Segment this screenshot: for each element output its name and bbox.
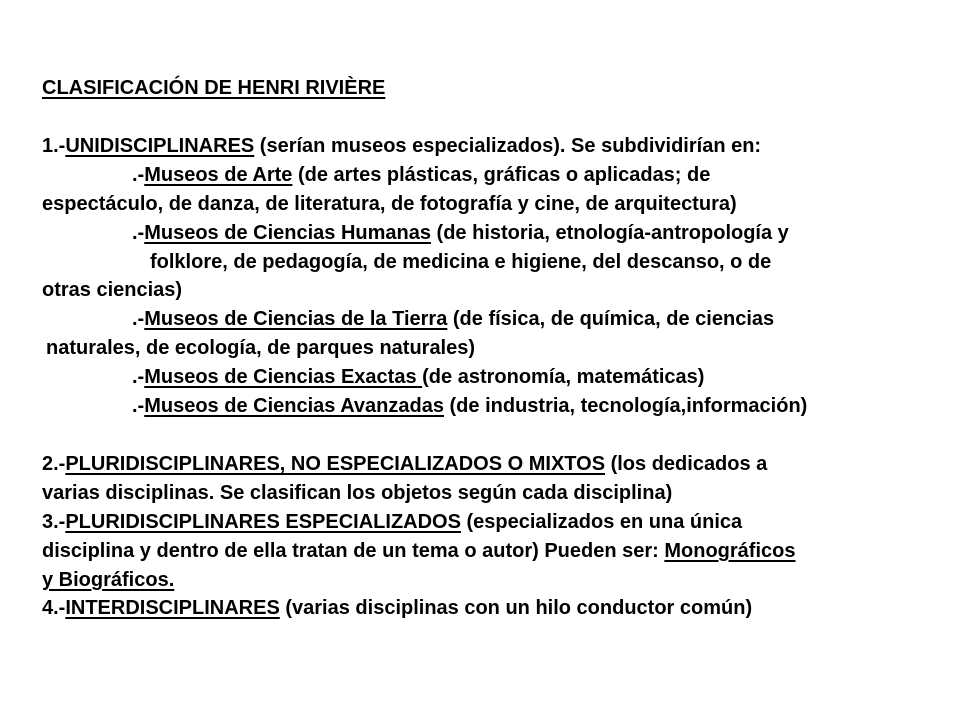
item-3-line-1: 3.-PLURIDISCIPLINARES ESPECIALIZADOS (especializados en una única xyxy=(42,511,743,533)
item-1-sub-3-line-2: naturales, de ecología, de parques naturales) xyxy=(46,337,476,359)
item-1-sub-4-line-1: .-Museos de Ciencias Exactas (de astronomía, matemáticas) xyxy=(132,366,705,388)
item-2-line-1: 2.-PLURIDISCIPLINARES, NO ESPECIALIZADOS O MIXTOS (los dedicados a xyxy=(42,453,768,475)
item-1-sub-3-line-1: .-Museos de Ciencias de la Tierra (de física, de química, de ciencias xyxy=(132,308,775,330)
item-2-line-2: varias disciplinas. Se clasifican los objetos según cada disciplina) xyxy=(42,482,673,504)
item-1-sub-2-line-2: folklore, de pedagogía, de medicina e higiene, del descanso, o de xyxy=(150,251,772,273)
item-3-line-2: disciplina y dentro de ella tratan de un tema o autor) Pueden ser: Monográficos xyxy=(42,540,796,562)
item-1-sub-2-line-3: otras ciencias) xyxy=(42,279,183,301)
item-1-sub-5-line-1: .-Museos de Ciencias Avanzadas (de industria, tecnología,información) xyxy=(132,395,808,417)
item-3-line-3: y Biográficos. xyxy=(42,569,175,591)
item-1-sub-1-line-2: espectáculo, de danza, de literatura, de fotografía y cine, de arquitectura) xyxy=(42,193,737,215)
item-4-line: 4.-INTERDISCIPLINARES (varias disciplinas con un hilo conductor común) xyxy=(42,597,753,619)
item-1-sub-2-line-1: .-Museos de Ciencias Humanas (de historia, etnología-antropología y xyxy=(132,222,789,244)
item-1-line: 1.-UNIDISCIPLINARES (serían museos especializados). Se subdividirían en: xyxy=(42,135,762,157)
item-1-sub-1-line-1: .-Museos de Arte (de artes plásticas, gráficas o aplicadas; de xyxy=(132,164,711,186)
document-title: CLASIFICACIÓN DE HENRI RIVIÈRE xyxy=(42,77,386,99)
